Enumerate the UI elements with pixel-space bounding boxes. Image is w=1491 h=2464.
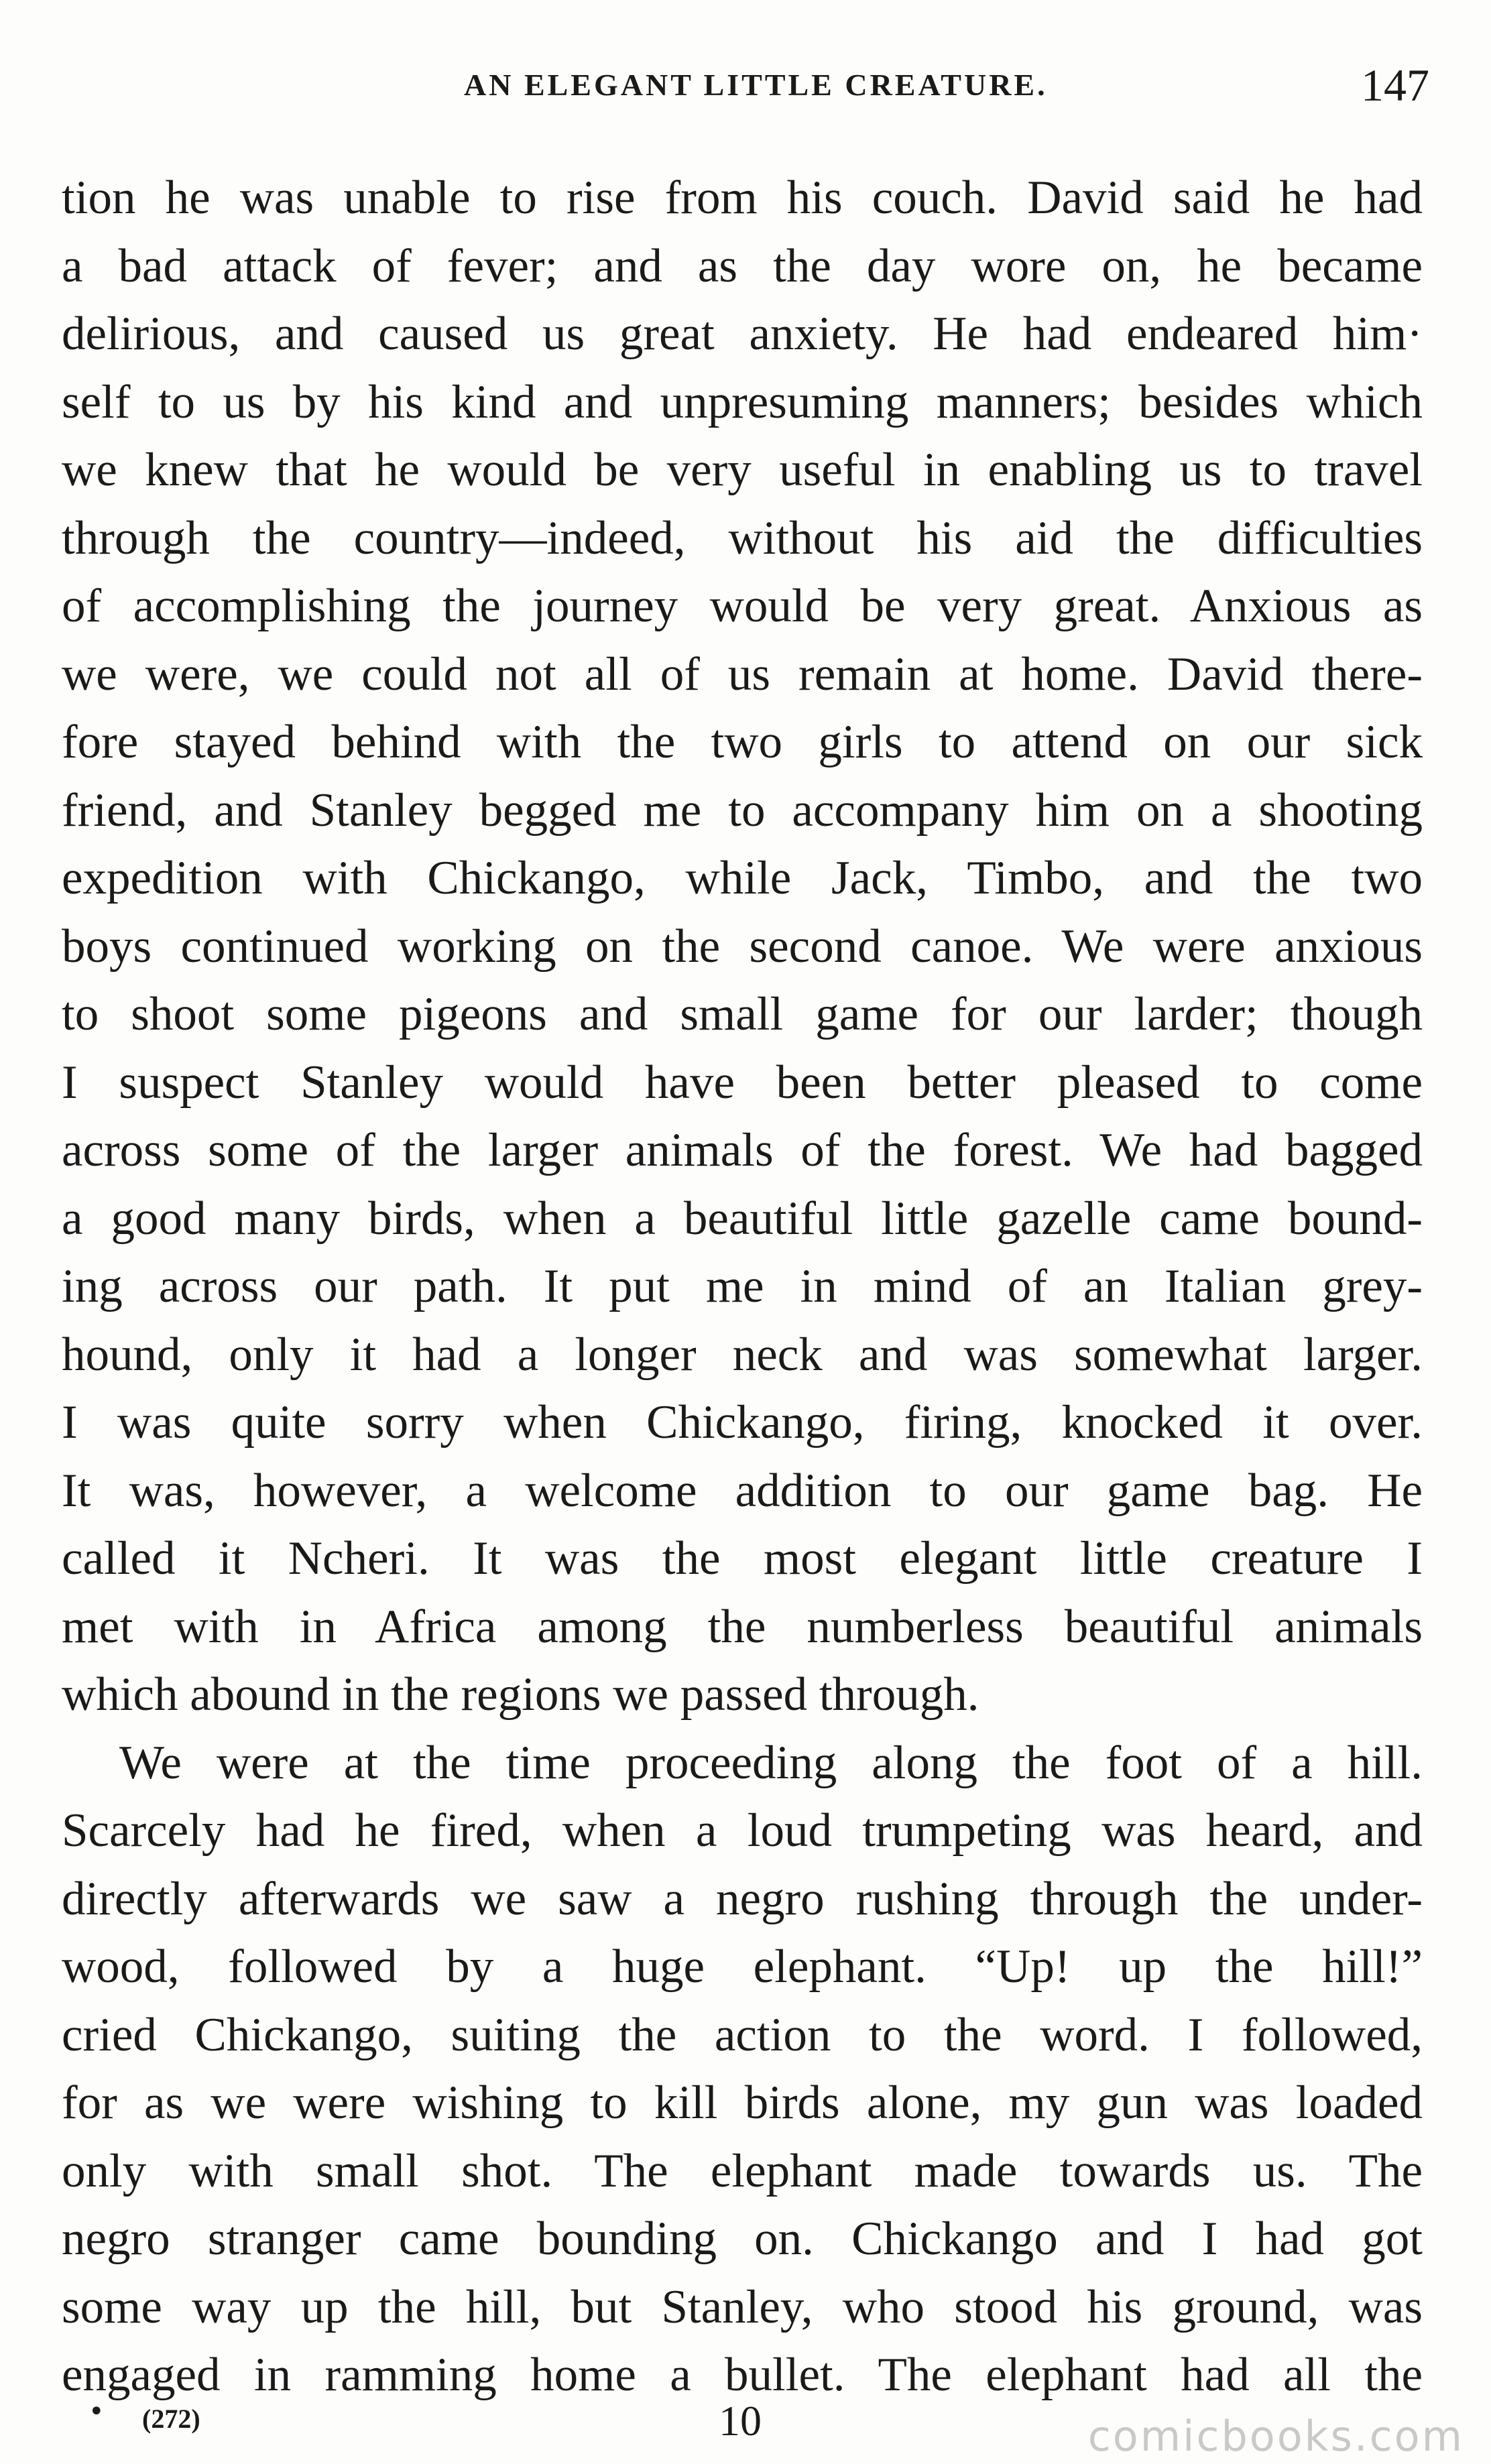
text-line: I suspect Stanley would have been better pleased to come — [62, 1056, 1423, 1109]
text-line: through the country—indeed, without his aid the difficulties — [62, 511, 1423, 564]
text-line: for as we were wishing to kill birds alone, my gun was loaded — [62, 2077, 1423, 2129]
text-line: a good many birds, when a beautiful little gazelle came bound- — [62, 1192, 1423, 1245]
text-line: only with small shot. The elephant made towards us. The — [62, 2144, 1423, 2197]
text-line: directly afterwards we saw a negro rushing through the under- — [62, 1872, 1423, 1925]
watermark: comicbooks.com — [1087, 2412, 1464, 2461]
sheet-number: 10 — [719, 2397, 762, 2445]
printer-mark: • — [88, 2396, 105, 2427]
text-line: self to us by his kind and unpresuming manners; besides which — [62, 375, 1423, 428]
text-line: Scarcely had he fired, when a loud trumpeting was heard, and — [62, 1804, 1423, 1857]
page-header — [62, 59, 1429, 119]
body-text — [62, 164, 1423, 2410]
text-line: of accomplishing the journey would be very great. Anxious as — [62, 580, 1423, 632]
text-line: which abound in the regions we passed through. — [62, 1668, 979, 1721]
text-line: called it Ncheri. It was the most elegant little creature I — [62, 1532, 1423, 1585]
text-line: ing across our path. It put me in mind of an Italian grey- — [62, 1260, 1423, 1312]
text-line: fore stayed behind with the two girls to attend on our sick — [62, 716, 1423, 768]
text-line: cried Chickango, suiting the action to the word. I followed, — [62, 2008, 1423, 2061]
text-line: friend, and Stanley begged me to accompany him on a shooting — [62, 784, 1423, 837]
text-line: expedition with Chickango, while Jack, Timbo, and the two — [62, 852, 1423, 904]
text-line: delirious, and caused us great anxiety. He had endeared him· — [62, 308, 1423, 360]
text-line: a bad attack of fever; and as the day wore on, he became — [62, 239, 1423, 292]
text-line: boys continued working on the second canoe. We were anxious — [62, 920, 1423, 973]
text-line: we knew that he would be very useful in enabling us to travel — [62, 444, 1423, 496]
text-line: across some of the larger animals of the forest. We had bagged — [62, 1124, 1423, 1176]
paragraph-start-line: We were at the time proceeding along the foot of a hill. — [119, 1736, 1423, 1789]
text-line: to shoot some pigeons and small game for our larder; though — [62, 988, 1423, 1040]
text-line: some way up the hill, but Stanley, who stood his ground, was — [62, 2280, 1423, 2333]
text-line: It was, however, a welcome addition to our game bag. He — [62, 1464, 1423, 1517]
text-line: we were, we could not all of us remain at home. David there- — [62, 648, 1423, 700]
text-line: engaged in ramming home a bullet. The elephant had all the — [62, 2349, 1423, 2401]
text-line: hound, only it had a longer neck and was somewhat larger. — [62, 1328, 1423, 1381]
page-number: 147 — [1361, 60, 1429, 111]
signature-mark: (272) — [142, 2404, 200, 2434]
text-line: negro stranger came bounding on. Chickango and I had got — [62, 2213, 1423, 2265]
text-line: met with in Africa among the numberless beautiful animals — [62, 1600, 1423, 1653]
running-title: AN ELEGANT LITTLE CREATURE. — [464, 68, 1048, 102]
text-line: wood, followed by a huge elephant. “Up! up the hill!” — [62, 1941, 1423, 1993]
text-line: tion he was unable to rise from his couch. David said he had — [62, 172, 1423, 224]
text-line: I was quite sorry when Chickango, firing, knocked it over. — [62, 1396, 1423, 1449]
